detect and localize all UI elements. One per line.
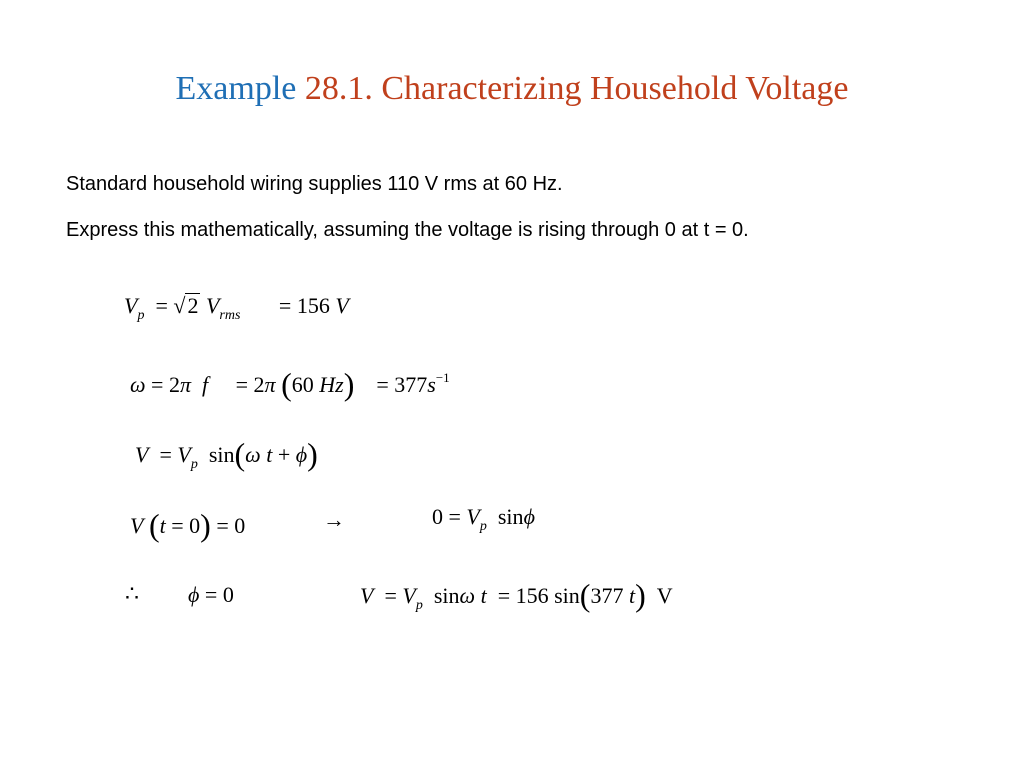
equation-peak-voltage: $V_p$ = √ 2 $V_{rms}$ = 156 V — [124, 293, 349, 324]
equation-voltage-general: $V = V_p$ sin(ω t + ϕ) — [135, 436, 318, 472]
frequency-value: 60 — [291, 372, 314, 397]
equation-phi-zero: ϕ = 0 — [188, 582, 234, 607]
equation-final-voltage: $V = V_p$ sinω t = 156 sin(377 t) V — [360, 577, 673, 613]
therefore-symbol: ∴ — [125, 581, 139, 606]
sqrt-symbol: √ 2 — [173, 293, 199, 319]
title-main-text: 28.1. Characterizing Household Voltage — [304, 70, 849, 107]
angular-frequency-value: 377 — [394, 372, 428, 397]
final-amplitude: 156 — [515, 583, 549, 608]
problem-statement-line-2: Express this mathematically, assuming the voltage is rising through 0 at t = 0. — [66, 219, 749, 241]
implies-arrow: → — [323, 507, 345, 532]
problem-statement-line-1: Standard household wiring supplies 110 V rms at 60 Hz. — [66, 173, 563, 195]
peak-voltage-value: 156 — [296, 293, 330, 319]
equation-sin-phi: $0 = V_p$ sinϕ — [432, 504, 535, 534]
title-example-label: Example — [175, 70, 305, 107]
equation-initial-condition: V (t = 0) = 0 — [130, 507, 246, 543]
voltage-unit: V — [656, 583, 673, 608]
slide-title — [0, 70, 1024, 108]
equation-angular-frequency: ω = 2π f = 2π (60 Hz) = $377s^{-1}$ — [130, 366, 450, 402]
